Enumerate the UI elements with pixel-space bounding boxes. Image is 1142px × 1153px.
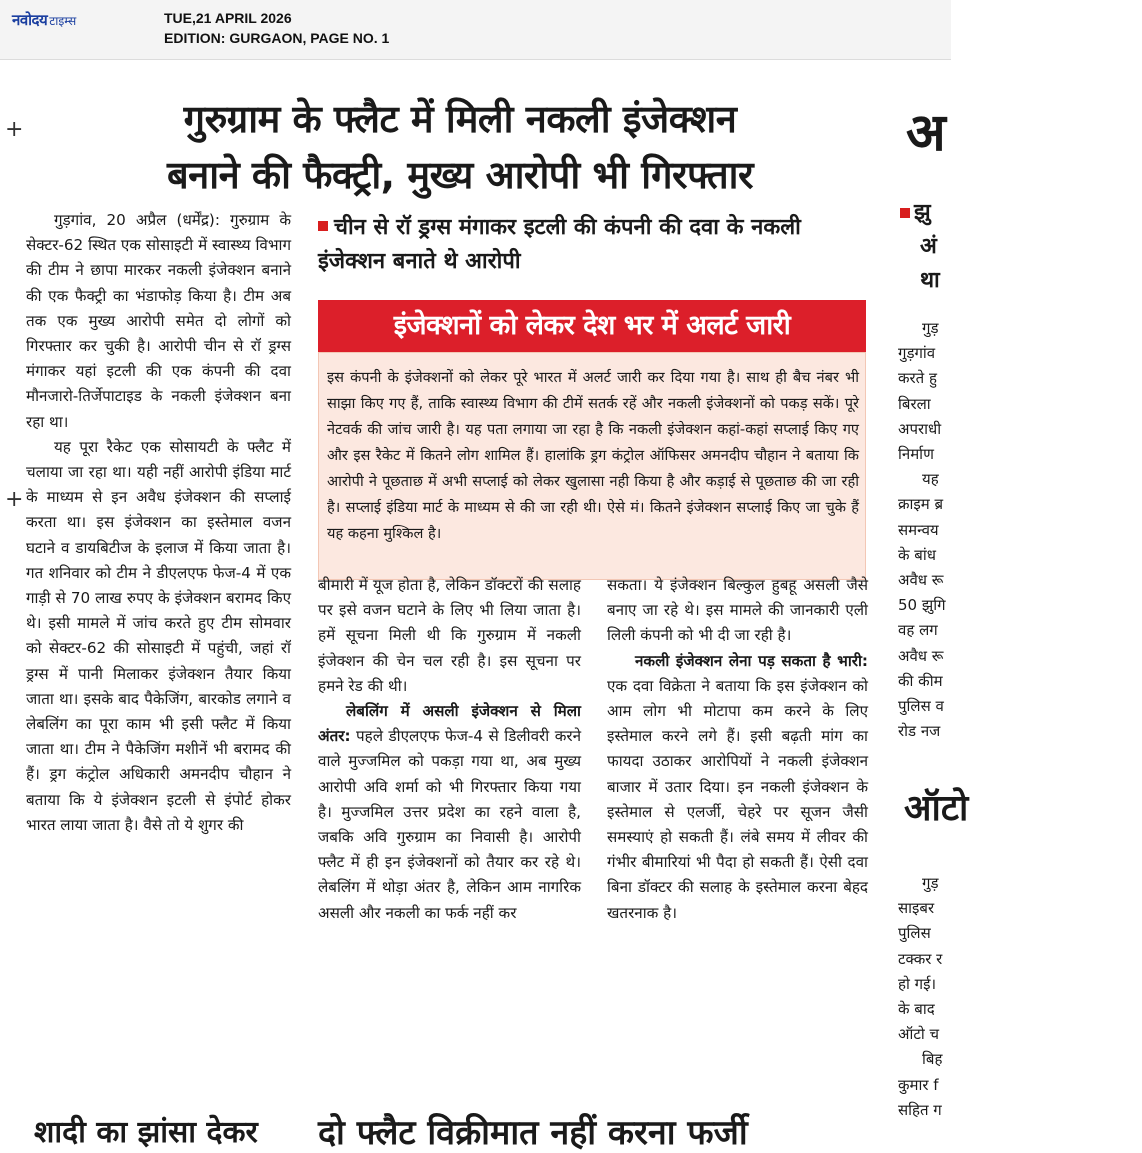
next-article-headline-middle: दो फ्लैट विक्रीमात नहीं करना फर्जी [318,1113,748,1153]
alert-box-body: इस कंपनी के इंजेक्शनों को लेकर पूरे भारत में अलर्ट जारी कर दिया गया है। साथ ही बैच नंबर भी साझा किए गए हैं, ताकि स्वास्थ्य विभाग की टीमें सतर्क रहें और नकली इंजेक्शनों को पकड़ सकें। पूरे नेटवर्क की जांच जारी है। यह पता लगाया जा रहा है कि नकली इंजेक्शन कहां-कहां सप्लाई किए गए और इस रैकेट में कितने लोग शामिल हैं। हालांकि ड्रग कंट्रोल ऑफिसर अमनदीप चौहान ने बताया कि आरोपी ने पूछताछ में अभी सप्लाई को लेकर खुलासा नही किया है और कड़ाई से पूछताछ की जा रही है। सप्लाई इंडिया मार्ट के माध्यम से की जा रही थी। ऐसे मं। कितने इंजेक्शन सप्लाई किए जा चुके हैं यह कहना मुश्किल है। [318,352,866,580]
adjacent-line: के बांध [898,545,936,564]
column3-para-2-text: एक दवा विक्रेता ने बताया कि इस इंजेक्शन को आम लोग भी मोटापा कम करने के लिए इस्तेमाल करने लगे हैं। इसी बढ़ती मांग का फायदा उठाकर आरोपियों ने नकली इंजेक्शन बाजार में उतार दिया। इन नकली इंजेक्शन के इस्तेमाल से एलर्जी, चेहरे पर सूजन जैसी समस्याएं हो सकती हैं। लंबे समय में लीवर की गंभीर बीमारियां भी पैदा हो सकती हैं। ऐसी दवा बिना डॉक्टर की सलाह के इस्तेमाल करना बेहद खतरनाक है। [607,676,868,922]
adjacent-subhead [900,196,940,298]
adjacent-line: रोड नज [898,722,941,741]
newspaper-page [0,61,969,1153]
adjacent-line: गुड़ [922,319,939,337]
crop-mark-icon: + [5,117,24,142]
column2-para-2-text: पहले डीएलएफ फेज-4 से डिलीवरी करने वाले मुज्जमिल को पकड़ा गया था, अब मुख्य आरोपी अवि शर्मा को भी गिरफ्तार किया गया है। मुज्जमिल उत्तर प्रदेश का रहने वाला है, जबकि अवि गुरुग्राम का निवासी है। आरोपी फ्लैट में ही इन इंजेक्शनों को तैयार कर रहे थे। लेबलिंग में थोड़ा अंतर है, लेकिन आम नागरिक असली और नकली का फर्क नहीं कर [318,727,581,922]
adjacent-line: अपराधी [898,419,942,438]
adjacent-line: ऑटो च [898,1025,940,1044]
article-column-2 [318,573,581,926]
adjacent-subhead-1: झु [914,200,931,225]
adjacent-line: बिरला [898,394,931,413]
red-square-bullet-icon [318,221,328,231]
column3-para-1: सकता। ये इंजेक्शन बिल्कुल हुबहू असली जैसे बनाए जा रहे थे। इस मामले की जानकारी एली लिली कंपनी को भी दी जा रही है। [607,576,868,645]
adjacent-subhead-2: अं [920,234,937,259]
adjacent-line: 50 झुगि [898,596,946,615]
adjacent-line: बिह [922,1050,943,1069]
adjacent-line: साइबर [898,899,935,918]
red-square-bullet-icon [900,208,910,218]
adjacent-line: के बाद [898,1000,935,1019]
adjacent-article-partial [898,61,969,1144]
article-column-3 [607,573,868,926]
adjacent-line: यह [922,470,939,489]
column1-para-2: यह पूरा रैकेट एक सोसायटी के फ्लैट में चलाया जा रहा था। यही नहीं आरोपी इंडिया मार्ट के माध्यम से इन अवैध इंजेक्शन की सप्लाई करता था। इस इंजेक्शन का इस्तेमाल वजन घटाने व डायबिटीज के इलाज में किया जाता है। गत शनिवार को टीम ने डीएलएफ फेज-4 में एक गाड़ी से 70 लाख रुपए के इंजेक्शन बरामद किए थे। इसी मामले में जांच करते हुए टीम सोमवार को सेक्टर-62 की सोसाइटी में पहुंची, जहां रॉ ड्रग्स में पानी मिलाकर इंजेक्शन तैयार किया जाता था। इसके बाद पैकेजिंग, बारकोड लगाने व लेबलिंग का पूरा काम भी इसी फ्लैट में किया जाता था। टीम ने पैकेजिंग मशीनें भी बरामद की हैं। ड्रग कंट्रोल अधिकारी अमनदीप चौहान ने बताया कि ये इंजेक्शन इटली से इंपोर्ट होकर भारत लाया जाता है। वैसे तो ये शुगर की [26,437,291,834]
adjacent-headline-2: ऑटो [904,788,969,829]
column2-para-2 [318,699,581,926]
alert-box-title: इंजेक्शनों को लेकर देश भर में अलर्ट जारी [318,300,866,352]
edition-info [164,8,389,48]
adjacent-line: करते हु [898,369,937,388]
edition-page: EDITION: GURGAON, PAGE NO. 1 [164,30,390,46]
column3-para-2 [607,649,868,926]
adjacent-headline: अ [906,103,946,163]
next-article-headline-left: शादी का झांसा देकर [34,1115,258,1150]
adjacent-line: टक्कर र [898,949,943,968]
article-column-1 [26,208,291,838]
adjacent-line: क्राइम ब्र [898,495,944,514]
adjacent-line: सहित ग [898,1100,942,1119]
adjacent-line: गुड़ [922,874,939,892]
column2-subhead: लेबलिंग में असली इंजेक्शन से मिला अंतर: [318,702,581,746]
logo-sub-text: टाइम्स [49,14,77,28]
adjacent-line: पुलिस व [898,697,944,716]
column3-subhead: नकली इंजेक्शन लेना पड़ सकता है भारी: [635,651,868,670]
adjacent-line: की कीम [898,671,943,690]
column1-para-1: गुड़गांव, 20 अप्रैल (धर्मेंद्र): गुरुग्राम के सेक्टर-62 स्थित एक सोसाइटी में स्वास्थ्य विभाग की टीम ने छापा मारकर नकली इंजेक्शन बनाने की एक फैक्ट्री का भंडाफोड़ किया है। टीम अब तक एक मुख्य आरोपी समेत दो लोगों को गिरफ्तार कर चुकी है। आरोपी चीन से रॉ ड्रग्स मंगाकर यहां इटली की एक कंपनी की दवा मौनजारो-तिर्जेपाटाइड के नकली इंजेक्शन बना रहा था। [26,211,291,431]
headline-line-1: गुरुग्राम के फ्लैट में मिली नकली इंजेक्शन [183,97,737,141]
adjacent-line: गुड़गांव [898,344,936,363]
logo-main-text: नवोदय [12,11,48,29]
adjacent-text-block [898,316,1142,744]
adjacent-subhead-3: था [920,268,940,293]
adjacent-line: पुलिस [898,924,931,943]
adjacent-line: अवैध रू [898,646,944,665]
edition-header-bar [0,0,951,60]
adjacent-text-block-2 [898,871,1142,1123]
headline-line-2: बनाने की फैक्ट्री, मुख्य आरोपी भी गिरफ्तार [166,153,754,197]
column2-para-1: बीमारी में यूज होता है, लेकिन डॉक्टरों की सलाह पर इसे वजन घटाने के लिए भी लिया जाता है। हमें सूचना मिली थी कि गुरुग्राम में नकली इंजेक्शन की चेन चल रही है। इस सूचना पर हमने रेड की थी। [318,576,581,695]
edition-date: TUE,21 APRIL 2026 [164,10,292,26]
sub-headline [318,211,868,279]
adjacent-line: कुमार f [898,1075,939,1094]
adjacent-line: हो गई। [898,974,937,993]
crop-mark-icon: + [5,487,24,512]
publication-logo [12,10,76,30]
adjacent-line: समन्वय [898,520,939,539]
main-headline [30,91,890,203]
adjacent-line: वह लग [898,621,938,640]
adjacent-line: निर्माण [898,445,934,464]
sub-headline-text: चीन से रॉ ड्रग्स मंगाकर इटली की कंपनी की दवा के नकली इंजेक्शन बनाते थे आरोपी [318,215,801,274]
adjacent-line: अवैध रू [898,571,944,590]
